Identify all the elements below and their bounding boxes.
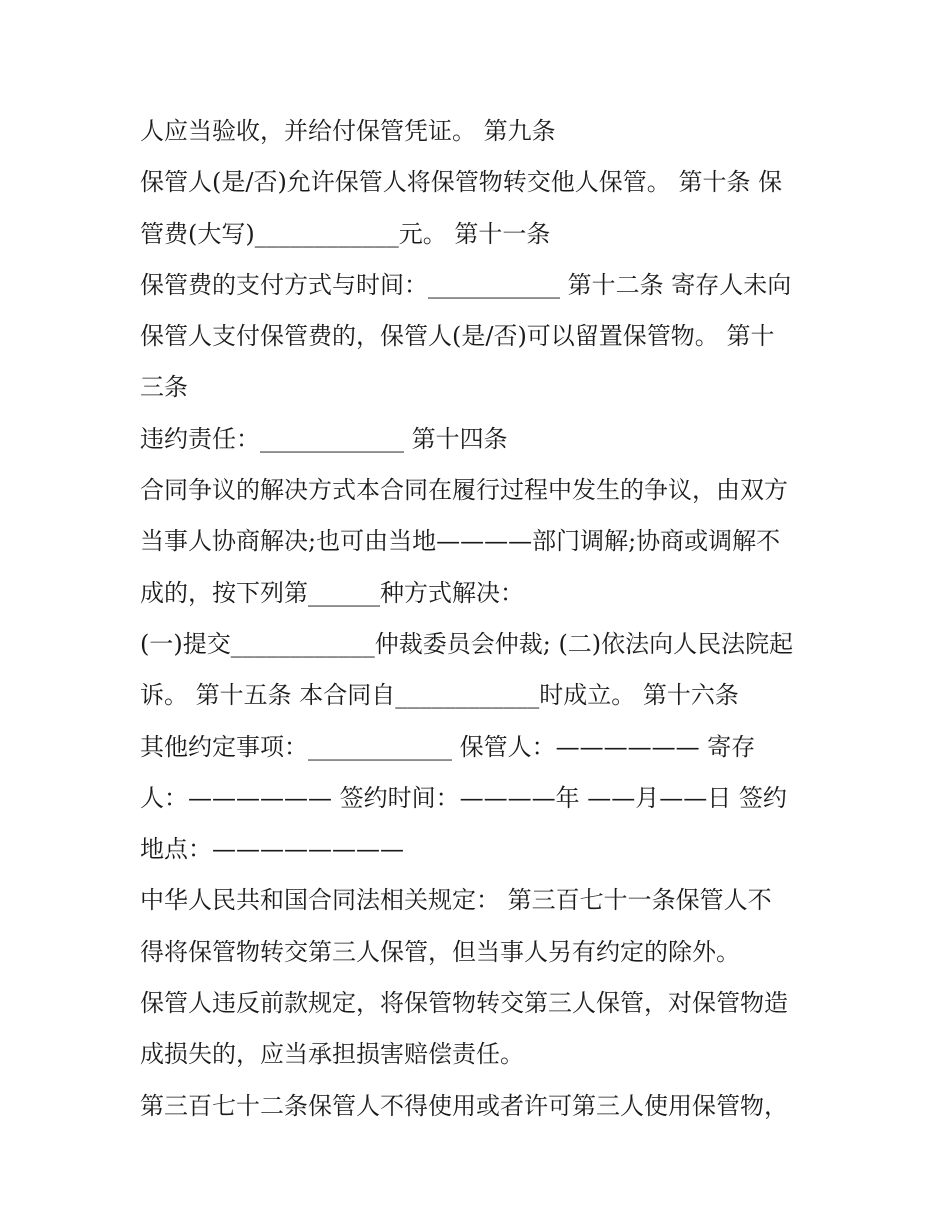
text-line: 保管人违反前款规定，将保管物转交第三人保管，对保管物造 (140, 989, 788, 1018)
text-line: 诉。 第十五条 本合同自____________时成立。 第十六条 (140, 681, 739, 710)
text-line: 违约责任：____________ 第十四条 (140, 424, 508, 453)
text-line: 三条 (140, 373, 188, 402)
text-line: 成损失的，应当承担损害赔偿责任。 (140, 1040, 524, 1069)
text-line: 人应当验收，并给付保管凭证。 第九条 (140, 117, 556, 145)
text-line: 地点：———————— (140, 835, 404, 864)
text-line: 合同争议的解决方式本合同在履行过程中发生的争议，由双方 (140, 476, 788, 505)
text-line: 成的，按下列第______种方式解决： (140, 578, 524, 607)
text-line: 人：—————— 签约时间：————年 ——月——日 签约 (140, 783, 787, 812)
text-line: 其他约定事项：____________ 保管人：—————— 寄存 (140, 732, 756, 761)
text-line: 当事人协商解决;也可由当地————部门调解;协商或调解不 (140, 527, 781, 556)
text-line: (一)提交____________仲裁委员会仲裁; (二)依法向人民法院起 (140, 629, 794, 658)
text-line: 保管费的支付方式与时间：___________ 第十二条 寄存人未向 (140, 270, 792, 299)
text-line: 管费(大写)____________元。 第十一条 (140, 219, 551, 248)
text-line: 保管人支付保管费的，保管人(是/否)可以留置保管物。 第十 (140, 322, 775, 351)
text-line: 中华人民共和国合同法相关规定： 第三百七十一条保管人不 (140, 886, 772, 915)
text-line: 第三百七十二条保管人不得使用或者许可第三人使用保管物， (140, 1091, 788, 1120)
text-line: 得将保管物转交第三人保管，但当事人另有约定的除外。 (140, 937, 740, 966)
text-line: 保管人(是/否)允许保管人将保管物转交他人保管。 第十条 保 (140, 168, 783, 197)
document-body (140, 106, 820, 1132)
